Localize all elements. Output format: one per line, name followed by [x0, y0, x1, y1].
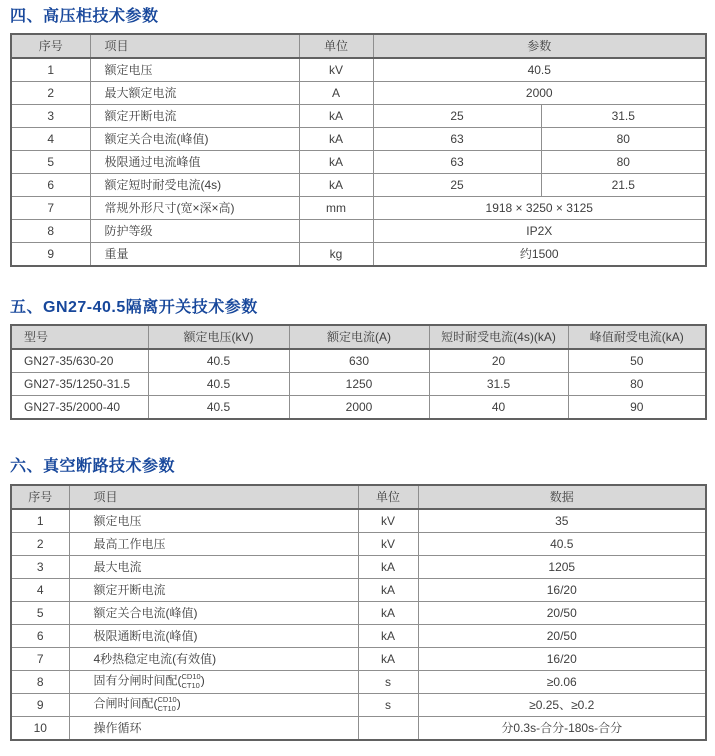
table-cell: 40.5	[373, 58, 706, 82]
table-cell: 630	[289, 349, 429, 373]
table-cell	[69, 693, 358, 716]
table-cell: 16/20	[418, 578, 706, 601]
table-cell: kg	[299, 243, 373, 267]
table-cell	[358, 716, 418, 740]
table-cell: GN27-35/2000-40	[11, 396, 148, 420]
table-cell: 重量	[90, 243, 299, 267]
table-cell	[299, 220, 373, 243]
stacked-line: CT10	[181, 680, 200, 690]
table-header-cell: 额定电流(A)	[289, 325, 429, 349]
table-cell: 9	[11, 243, 90, 267]
table-cell: 40.5	[418, 532, 706, 555]
table-cell: 2	[11, 532, 69, 555]
table-cell: kA	[299, 128, 373, 151]
table-row	[11, 58, 706, 82]
table-cell: 4	[11, 578, 69, 601]
table-cell: kV	[358, 509, 418, 533]
table-cell: ≥0.06	[418, 670, 706, 693]
table-row	[11, 174, 706, 197]
table-cell: 7	[11, 197, 90, 220]
table-cell: A	[299, 82, 373, 105]
table-row	[11, 601, 706, 624]
table-cell: kA	[299, 174, 373, 197]
table-cell: 1205	[418, 555, 706, 578]
table-row	[11, 578, 706, 601]
table-header-row	[11, 325, 706, 349]
table-cell: 4秒热稳定电流(有效值)	[69, 647, 358, 670]
table-cell: 8	[11, 670, 69, 693]
table-row	[11, 220, 706, 243]
table-row	[11, 647, 706, 670]
table-cell: s	[358, 670, 418, 693]
table-cell: 21.5	[541, 174, 706, 197]
table-cell: 10	[11, 716, 69, 740]
table-cell: 操作循环	[69, 716, 358, 740]
table-cell: s	[358, 693, 418, 716]
table-cell: 额定开断电流	[90, 105, 299, 128]
table-cell: 80	[541, 151, 706, 174]
table-row	[11, 716, 706, 740]
table-cell: 63	[373, 151, 541, 174]
table-cell: 3	[11, 105, 90, 128]
table-cell: kA	[299, 105, 373, 128]
cell-text: )	[176, 696, 181, 711]
table-header-cell: 参数	[373, 34, 706, 58]
table-cell: 2000	[373, 82, 706, 105]
table-cell: GN27-35/1250-31.5	[11, 373, 148, 396]
table-cell: 40.5	[148, 349, 289, 373]
table-cell: 31.5	[429, 373, 568, 396]
table-header-cell: 单位	[299, 34, 373, 58]
table-cell: kA	[358, 601, 418, 624]
document-page	[10, 7, 705, 741]
table-cell: 额定电压	[69, 509, 358, 533]
stacked-notation	[182, 673, 201, 690]
gn27-switch-params-table	[10, 324, 707, 420]
table-header-cell: 峰值耐受电流(kA)	[568, 325, 706, 349]
table-row	[11, 128, 706, 151]
cell-text: )	[200, 673, 205, 688]
table-cell: 额定电压	[90, 58, 299, 82]
table-cell: 1918 × 3250 × 3125	[373, 197, 706, 220]
table-cell: 1	[11, 58, 90, 82]
table-cell: mm	[299, 197, 373, 220]
table-cell: 25	[373, 174, 541, 197]
table-cell: 40.5	[148, 373, 289, 396]
table-cell: 4	[11, 128, 90, 151]
table-cell: 额定关合电流(峰值)	[90, 128, 299, 151]
table-cell: 3	[11, 555, 69, 578]
table-row	[11, 555, 706, 578]
stacked-line: CD10	[157, 695, 177, 705]
table-cell: 20/50	[418, 624, 706, 647]
table-cell: 40.5	[148, 396, 289, 420]
table-cell: 80	[568, 373, 706, 396]
table-cell: 8	[11, 220, 90, 243]
vacuum-breaker-params-table	[10, 484, 707, 741]
table-cell: 额定短时耐受电流(4s)	[90, 174, 299, 197]
table-cell: 40	[429, 396, 568, 420]
table-cell	[69, 670, 358, 693]
table-cell: 2	[11, 82, 90, 105]
table-row	[11, 197, 706, 220]
table-cell: 6	[11, 174, 90, 197]
section-gn27-switch	[10, 298, 705, 420]
table-cell: IP2X	[373, 220, 706, 243]
table-cell: 63	[373, 128, 541, 151]
table-cell: kA	[358, 647, 418, 670]
table-cell: 防护等级	[90, 220, 299, 243]
table-cell: 额定开断电流	[69, 578, 358, 601]
section-vacuum-breaker	[10, 457, 705, 740]
table-header-cell: 序号	[11, 485, 69, 509]
table-header-cell: 项目	[90, 34, 299, 58]
table-row	[11, 532, 706, 555]
table-cell: 1250	[289, 373, 429, 396]
table-cell: kA	[358, 624, 418, 647]
table-cell: kA	[358, 578, 418, 601]
table-cell: 最高工作电压	[69, 532, 358, 555]
table-cell: kA	[358, 555, 418, 578]
table-header-row	[11, 34, 706, 58]
section-title: 六、真空断路技术参数	[10, 458, 176, 476]
table-header-cell: 型号	[11, 325, 148, 349]
table-cell: 7	[11, 647, 69, 670]
table-cell: kV	[358, 532, 418, 555]
table-header-cell: 短时耐受电流(4s)(kA)	[429, 325, 568, 349]
table-row	[11, 509, 706, 533]
table-row	[11, 396, 706, 420]
table-cell: 9	[11, 693, 69, 716]
table-cell: 16/20	[418, 647, 706, 670]
cell-text: 合闸时间配(	[93, 696, 158, 711]
table-cell: 分0.3s-合分-180s-合分	[418, 716, 706, 740]
table-cell: 极限通断电流(峰值)	[69, 624, 358, 647]
table-cell: 约1500	[373, 243, 706, 267]
table-cell: 20	[429, 349, 568, 373]
table-cell: 50	[568, 349, 706, 373]
table-cell: 90	[568, 396, 706, 420]
table-row	[11, 105, 706, 128]
table-row	[11, 82, 706, 105]
table-cell: ≥0.25、≥0.2	[418, 693, 706, 716]
table-cell: 5	[11, 151, 90, 174]
table-header-cell: 项目	[69, 485, 358, 509]
table-cell: 额定关合电流(峰值)	[69, 601, 358, 624]
table-cell: 6	[11, 624, 69, 647]
table-header-cell: 单位	[358, 485, 418, 509]
stacked-line: CD10	[181, 672, 201, 682]
table-header-cell: 额定电压(kV)	[148, 325, 289, 349]
section-hv-cabinet	[10, 7, 705, 267]
table-header-row	[11, 485, 706, 509]
stacked-line: CT10	[157, 703, 176, 713]
table-header-cell: 序号	[11, 34, 90, 58]
table-cell: 20/50	[418, 601, 706, 624]
section-title: 五、GN27-40.5隔离开关技术参数	[10, 299, 258, 317]
table-cell: 80	[541, 128, 706, 151]
table-row	[11, 624, 706, 647]
table-cell: 常规外形尺寸(宽×深×高)	[90, 197, 299, 220]
section-title: 四、高压柜技术参数	[10, 8, 159, 25]
table-row	[11, 243, 706, 267]
table-cell: kV	[299, 58, 373, 82]
table-cell: kA	[299, 151, 373, 174]
table-cell: 2000	[289, 396, 429, 420]
table-row	[11, 151, 706, 174]
table-row	[11, 349, 706, 373]
table-cell: 1	[11, 509, 69, 533]
stacked-notation	[158, 696, 177, 713]
hv-cabinet-params-table	[10, 33, 707, 267]
table-cell: 极限通过电流峰值	[90, 151, 299, 174]
table-cell: 31.5	[541, 105, 706, 128]
table-row	[11, 670, 706, 693]
table-header-cell: 数据	[418, 485, 706, 509]
table-row	[11, 373, 706, 396]
table-cell: 最大电流	[69, 555, 358, 578]
table-cell: GN27-35/630-20	[11, 349, 148, 373]
table-cell: 最大额定电流	[90, 82, 299, 105]
table-cell: 35	[418, 509, 706, 533]
table-cell: 25	[373, 105, 541, 128]
table-row	[11, 693, 706, 716]
cell-text: 固有分闸时间配(	[93, 673, 182, 688]
table-cell: 5	[11, 601, 69, 624]
